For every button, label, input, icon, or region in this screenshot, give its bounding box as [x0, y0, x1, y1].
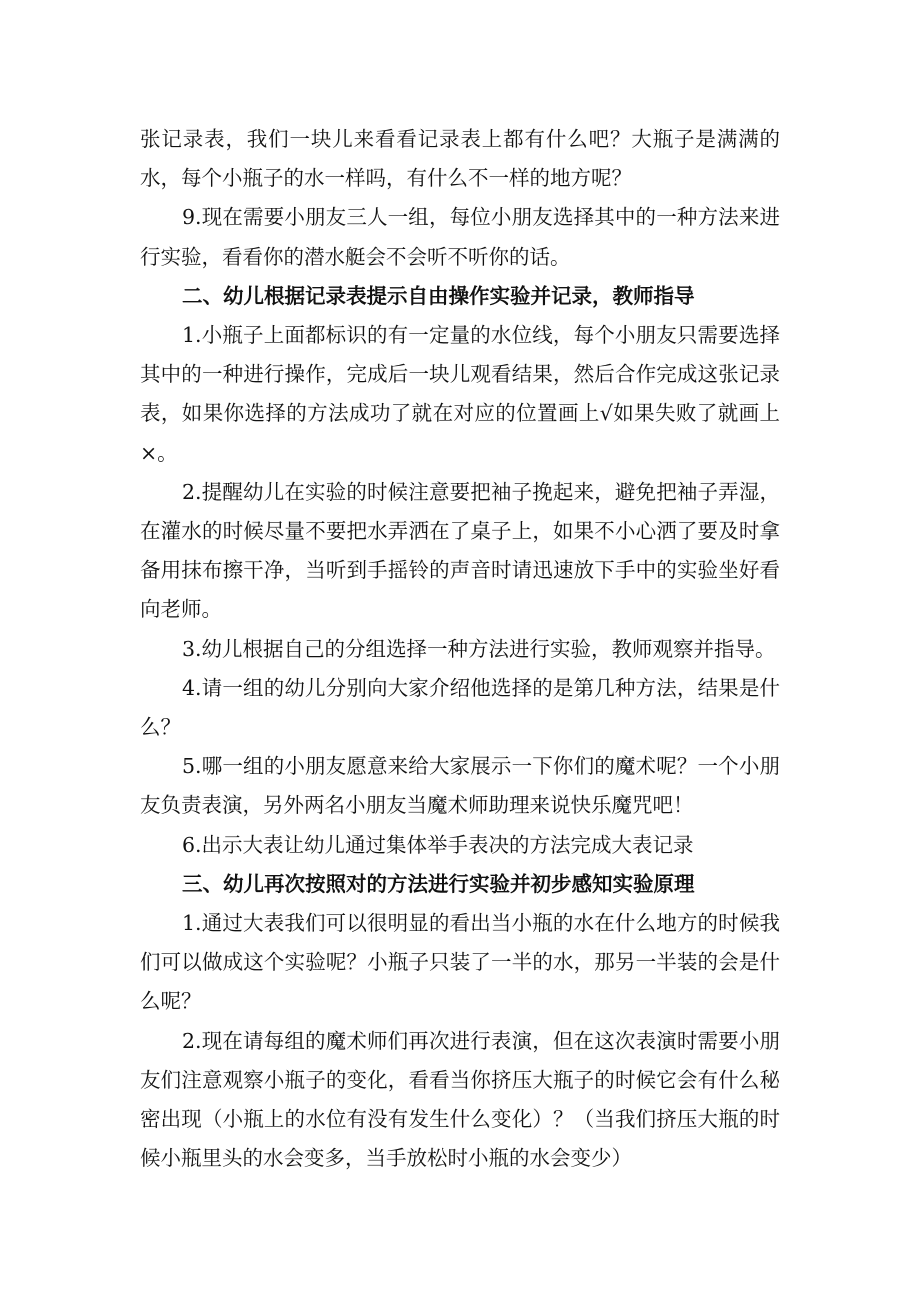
paragraph-step-9: 9.现在需要小朋友三人一组，每位小朋友选择其中的一种方法来进行实验，看看你的潜水艇会不会听不听你的话。: [140, 205, 780, 269]
paragraph-item-2: 2.提醒幼儿在实验的时候注意要把袖子挽起来，避免把袖子弄湿，在灌水的时候尽量不要把水弄洒在了桌子上，如果不小心洒了要及时拿备用抹布擦干净，当听到手摇铃的声音时请迅速放下手中的实验坐好看向老师。: [140, 479, 780, 622]
paragraph-item-3: 3.幼儿根据自己的分组选择一种方法进行实验，教师观察并指导。: [182, 636, 776, 661]
paragraph-item-5: 5.哪一组的小朋友愿意来给大家展示一下你们的魔术呢？一个小朋友负责表演，另外两名小朋友当魔术师助理来说快乐魔咒吧！: [140, 754, 780, 818]
paragraph-section3-item-1: 1.通过大表我们可以很明显的看出当小瓶的水在什么地方的时候我们可以做成这个实验呢？小瓶子只装了一半的水，那另一半装的会是什么呢？: [140, 911, 780, 1014]
paragraph-item-4: 4.请一组的幼儿分别向大家介绍他选择的是第几种方法，结果是什么？: [140, 675, 780, 740]
paragraph-item-6: 6.出示大表让幼儿通过集体举手表决的方法完成大表记录: [182, 832, 694, 857]
paragraph-item-1: 1.小瓶子上面都标识的有一定量的水位线，每个小朋友只需要选择其中的一种进行操作，完成后一块儿观看结果，然后合作完成这张记录表，如果你选择的方法成功了就在对应的位置画上√如果失败了就画上×。: [140, 323, 780, 465]
section-heading-3: 三、幼儿再次按照对的方法进行实验并初步感知实验原理: [182, 871, 695, 896]
document-body: [140, 120, 780, 1178]
paragraph-record-sheet-intro: 张记录表，我们一块儿来看看记录表上都有什么吧？大瓶子是满满的水，每个小瓶子的水一样吗，有什么不一样的地方呢？: [140, 127, 780, 191]
section-heading-2: 二、幼儿根据记录表提示自由操作实验并记录，教师指导: [182, 283, 695, 308]
paragraph-section3-item-2: 2.现在请每组的魔术师们再次进行表演，但在这次表演时需要小朋友们注意观察小瓶子的变化，看看当你挤压大瓶子的时候它会有什么秘密出现（小瓶上的水位有没有发生什么变化）？（当我们挤压大瓶的时候小瓶里头的水会变多，当手放松时小瓶的水会变少）: [140, 1028, 780, 1171]
